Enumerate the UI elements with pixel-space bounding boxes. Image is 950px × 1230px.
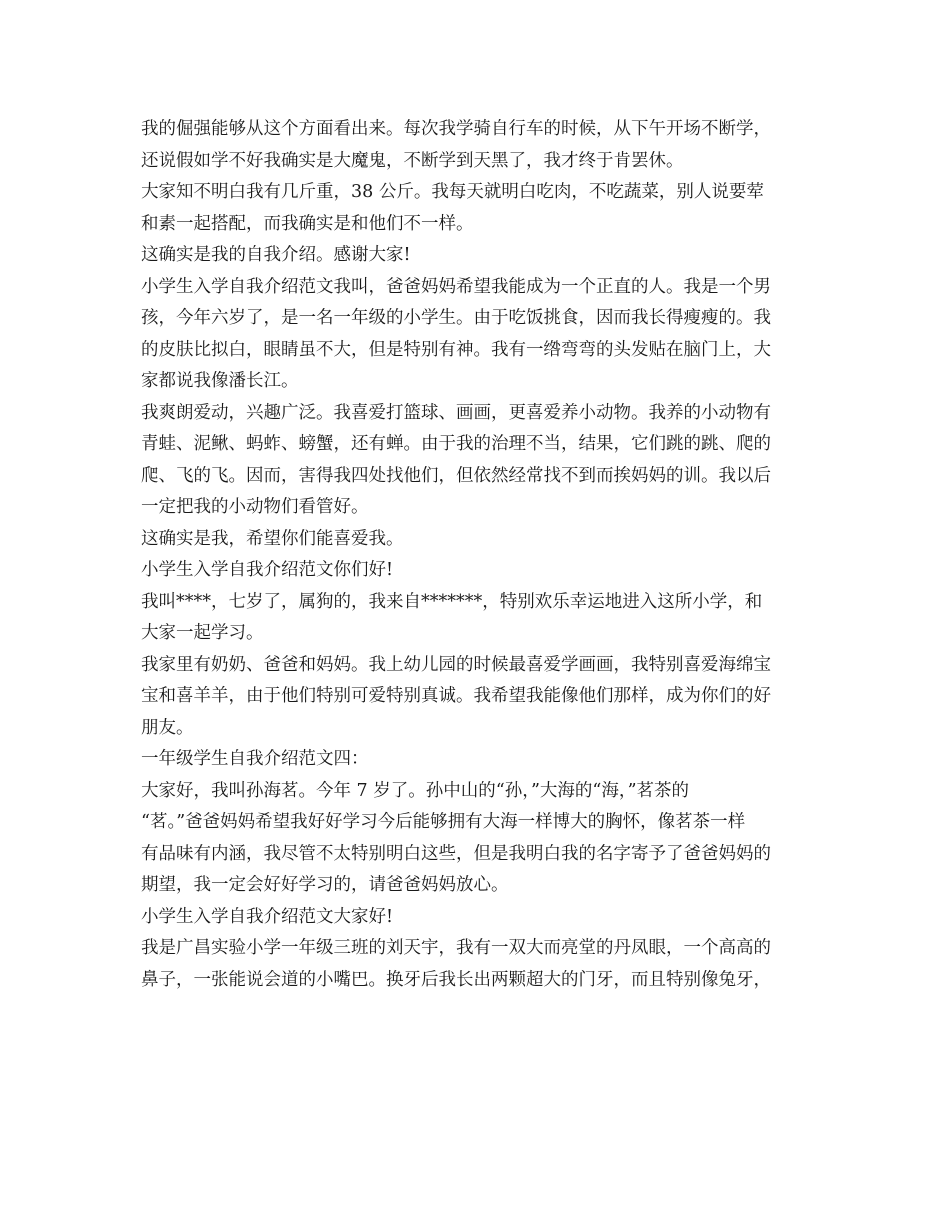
- text-line: 一定把我的小动物们看管好。: [141, 497, 369, 517]
- text-line: 孩，今年六岁了，是一名一年级的小学生。由于吃饭挑食，因而我长得瘦瘦的。我: [141, 308, 771, 328]
- paragraph: [141, 650, 811, 745]
- text-line: 和素一起搭配，而我确实是和他们不一样。: [141, 213, 474, 234]
- text-line: 朋友。: [141, 717, 194, 738]
- text-line: 大家一起学习。: [141, 623, 264, 643]
- paragraph: [141, 902, 811, 934]
- text-line: 这确实是我的自我介绍。感谢大家!: [141, 245, 411, 265]
- paragraph: [141, 398, 811, 524]
- paragraph: [141, 776, 811, 902]
- text-line: 我家里有奶奶、爸爸和妈妈。我上幼儿园的时候最喜爱学画画，我特别喜爱海绵宝: [141, 654, 771, 675]
- text-line: 我的倔强能够从这个方面看出来。每次我学骑自行车的时候，从下午开场不断学，: [141, 119, 771, 139]
- text-line: 我叫****，七岁了，属狗的，我来自*******，特别欢乐幸运地进入这所小学，和: [141, 591, 763, 612]
- text-line: 这确实是我，希望你们能喜爱我。: [141, 528, 404, 549]
- text-line: 爬、飞的飞。因而，害得我四处找他们，但依然经常找不到而挨妈妈的训。我以后: [141, 465, 771, 486]
- text-line: 的皮肤比拟白，眼睛虽不大，但是特别有神。我有一绺弯弯的头发贴在脑门上，大: [141, 339, 771, 360]
- paragraph: [141, 555, 811, 587]
- paragraph: [141, 524, 811, 556]
- paragraph: [141, 114, 811, 177]
- text-line: “茗。”爸爸妈妈希望我好好学习今后能够拥有大海一样博大的胸怀，像茗茶一样: [141, 812, 746, 832]
- text-line: 还说假如学不好我确实是大魔鬼，不断学到天黑了，我才终于肯罢休。: [141, 150, 684, 171]
- text-line: 鼻子，一张能说会道的小嘴巴。换牙后我长出两颗超大的门牙，而且特别像兔牙，: [141, 969, 771, 990]
- paragraph: [141, 587, 811, 650]
- paragraph: [141, 933, 811, 996]
- text-line: 小学生入学自我介绍范文大家好!: [141, 906, 394, 927]
- paragraph: [141, 272, 811, 398]
- text-line: 一年级学生自我介绍范文四：: [141, 749, 369, 769]
- text-line: 我爽朗爱动，兴趣广泛。我喜爱打篮球、画画，更喜爱养小动物。我养的小动物有: [141, 402, 771, 423]
- text-line: 小学生入学自我介绍范文你们好!: [141, 560, 394, 580]
- paragraph: [141, 177, 811, 240]
- text-line: 小学生入学自我介绍范文我叫，爸爸妈妈希望我能成为一个正直的人。我是一个男: [141, 276, 771, 297]
- text-line: 青蛙、泥鳅、蚂蚱、螃蟹，还有蝉。由于我的治理不当，结果，它们跳的跳、爬的: [141, 434, 771, 454]
- text-line: 我是广昌实验小学一年级三班的刘天宇，我有一双大而亮堂的丹凤眼，一个高高的: [141, 938, 771, 958]
- text-line: 家都说我像潘长江。: [141, 371, 299, 391]
- text-line: 大家知不明白我有几斤重，38 公斤。我每天就明白吃肉，不吃蔬菜，别人说要荤: [141, 182, 764, 202]
- text-line: 期望，我一定会好好学习的，请爸爸妈妈放心。: [141, 875, 509, 895]
- document-body: [141, 114, 811, 996]
- text-line: 宝和喜羊羊，由于他们特别可爱特别真诚。我希望我能像他们那样，成为你们的好: [141, 686, 771, 706]
- text-line: 有品味有内涵，我尽管不太特别明白这些，但是我明白我的名字寄予了爸爸妈妈的: [141, 843, 771, 864]
- paragraph: [141, 240, 811, 272]
- text-line: 大家好，我叫孙海茗。今年 7 岁了。孙中山的“孙，”大海的“海，”茗茶的: [141, 780, 690, 801]
- paragraph: [141, 744, 811, 776]
